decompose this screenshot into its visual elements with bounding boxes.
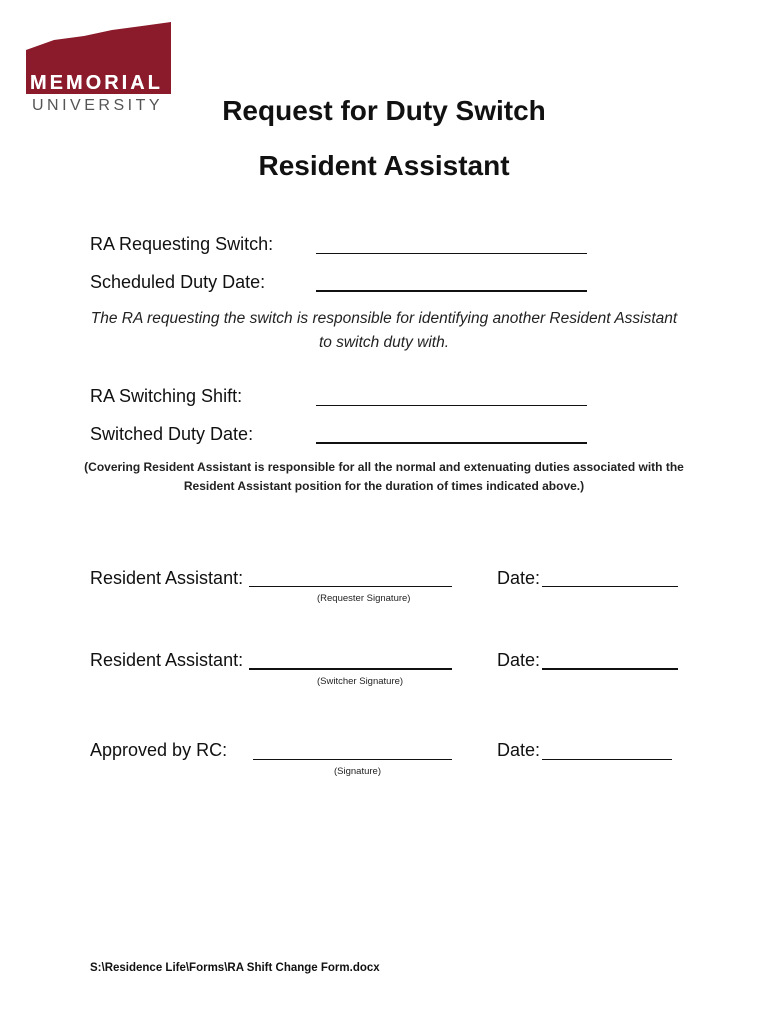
field-requester-date[interactable] bbox=[542, 586, 678, 587]
label-scheduled-duty-date: Scheduled Duty Date: bbox=[90, 272, 266, 292]
form-subtitle: Resident Assistant bbox=[258, 150, 510, 181]
label-ra-requesting-switch: RA Requesting Switch: bbox=[90, 234, 274, 254]
field-scheduled-duty-date[interactable] bbox=[316, 290, 587, 292]
label-switcher-signature: Resident Assistant: bbox=[90, 650, 244, 670]
label-rc-approval: Approved by RC: bbox=[90, 740, 228, 760]
file-path-footer: S:\Residence Life\Forms\RA Shift Change Form.docx bbox=[90, 962, 380, 974]
covering-ra-note: (Covering Resident Assistant is responsible for all the normal and extenuating duties associated with the Resident Assistant position for the duration of times indicated above.) bbox=[84, 460, 684, 493]
field-ra-requesting-switch[interactable] bbox=[316, 253, 587, 254]
logo-word-university: UNIVERSITY bbox=[32, 97, 164, 114]
label-requester-date: Date: bbox=[497, 568, 541, 588]
label-rc-date: Date: bbox=[497, 740, 541, 760]
field-rc-signature[interactable] bbox=[253, 759, 452, 760]
caption-rc-signature: (Signature) bbox=[334, 766, 381, 777]
requester-responsibility-note: The RA requesting the switch is responsible for identifying another Resident Assistant to switch duty with. bbox=[90, 310, 678, 351]
field-switcher-signature[interactable] bbox=[249, 668, 452, 670]
field-requester-signature[interactable] bbox=[249, 586, 452, 587]
form-title: Request for Duty Switch bbox=[222, 95, 546, 126]
label-requester-signature: Resident Assistant: bbox=[90, 568, 244, 588]
field-switcher-date[interactable] bbox=[542, 668, 678, 670]
caption-requester-signature: (Requester Signature) bbox=[317, 593, 411, 604]
field-ra-switching-shift[interactable] bbox=[316, 405, 587, 406]
field-switched-duty-date[interactable] bbox=[316, 442, 587, 444]
caption-switcher-signature: (Switcher Signature) bbox=[317, 676, 404, 687]
label-switched-duty-date: Switched Duty Date: bbox=[90, 424, 254, 444]
logo-word-memorial: MEMORIAL bbox=[30, 72, 163, 94]
field-rc-date[interactable] bbox=[542, 759, 672, 760]
label-switcher-date: Date: bbox=[497, 650, 541, 670]
label-ra-switching-shift: RA Switching Shift: bbox=[90, 386, 243, 406]
